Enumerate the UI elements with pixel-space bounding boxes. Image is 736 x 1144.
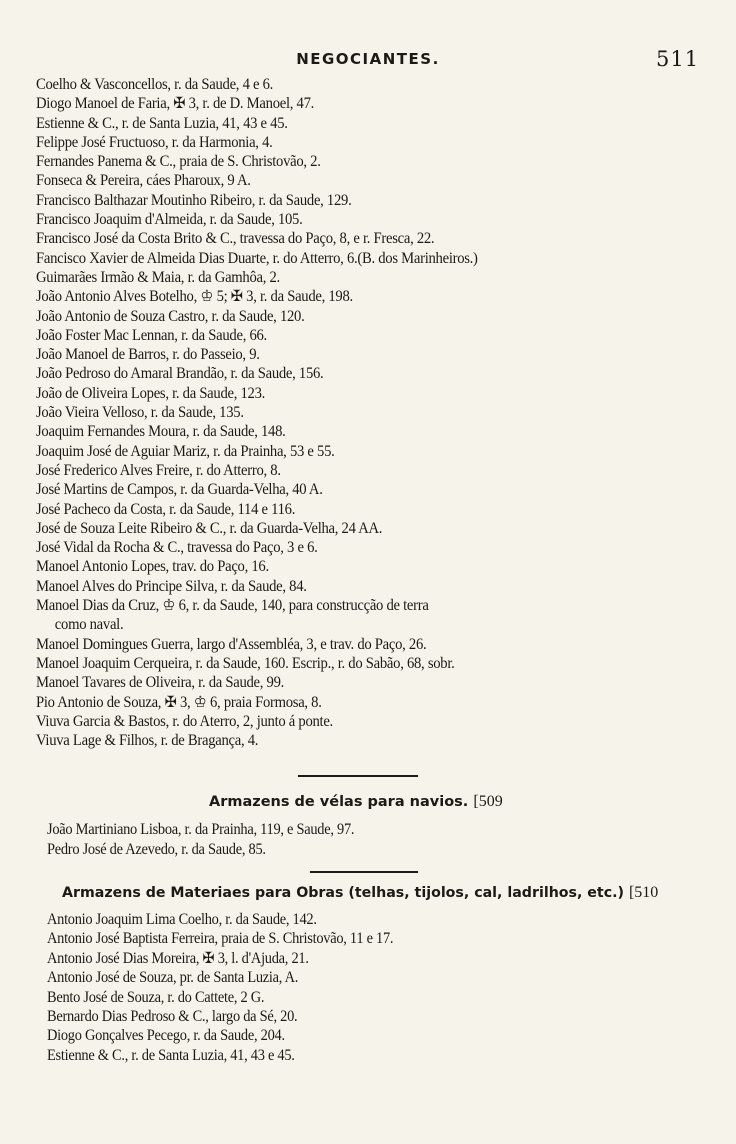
list-item: Francisco José da Costa Brito & C., travessa do Paço, 8, e r. Fresca, 22. <box>36 230 435 248</box>
list-item: Estienne & C., r. de Santa Luzia, 41, 43 e 45. <box>47 1046 295 1064</box>
list-item: Joaquim Fernandes Moura, r. da Saude, 148. <box>36 423 286 441</box>
list-item: Francisco Joaquim d'Almeida, r. da Saude, 105. <box>36 211 303 229</box>
list-item: Bento José de Souza, r. do Cattete, 2 G. <box>47 988 265 1006</box>
list-item: João Manoel de Barros, r. do Passeio, 9. <box>36 346 260 364</box>
list-item: João Foster Mac Lennan, r. da Saude, 66. <box>36 326 267 344</box>
velas-list <box>47 820 736 859</box>
section-divider <box>310 871 418 873</box>
list-item: Fonseca & Pereira, cáes Pharoux, 9 A. <box>36 172 251 190</box>
section-ref-velas: [509 <box>473 793 503 810</box>
list-item: José Pacheco da Costa, r. da Saude, 114 e 116. <box>36 500 296 518</box>
list-item: Manoel Dias da Cruz, ♔ 6, r. da Saude, 140, para construcção de terra <box>36 597 429 615</box>
list-item: João de Oliveira Lopes, r. da Saude, 123. <box>36 384 266 402</box>
page-header <box>0 47 736 74</box>
list-item: Antonio José de Souza, pr. de Santa Luzia, A. <box>47 969 299 987</box>
section-divider <box>298 775 418 777</box>
section-heading-materiaes <box>62 884 658 902</box>
list-item: Bernardo Dias Pedroso & C., largo da Sé, 20. <box>47 1008 298 1026</box>
list-item: Fancisco Xavier de Almeida Dias Duarte, r. do Atterro, 6.(B. dos Marinheiros.) <box>36 249 478 267</box>
list-item: Antonio Joaquim Lima Coelho, r. da Saude, 142. <box>47 911 317 928</box>
list-item: Antonio José Baptista Ferreira, praia de S. Christovão, 11 e 17. <box>47 930 394 948</box>
negociantes-list <box>36 75 736 750</box>
list-item: João Antonio Alves Botelho, ♔ 5; ✠ 3, r. da Saude, 198. <box>36 288 353 306</box>
list-item: Manoel Domingues Guerra, largo d'Assembléa, 3, e trav. do Paço, 26. <box>36 635 427 653</box>
list-item: Pedro José de Azevedo, r. da Saude, 85. <box>47 840 266 858</box>
list-item: Viuva Garcia & Bastos, r. do Aterro, 2, junto á ponte. <box>36 712 333 730</box>
section-heading-velas-text: Armazens de vélas para navios. <box>209 794 469 810</box>
list-item: Guimarães Irmão & Maia, r. da Gamhôa, 2. <box>36 268 280 286</box>
list-item: Pio Antonio de Souza, ✠ 3, ♔ 6, praia Formosa, 8. <box>36 693 322 711</box>
list-item: Diogo Manoel de Faria, ✠ 3, r. de D. Manoel, 47. <box>36 95 315 113</box>
list-item: João Vieira Velloso, r. da Saude, 135. <box>36 404 244 422</box>
list-item: Coelho & Vasconcellos, r. da Saude, 4 e 6. <box>36 76 274 93</box>
list-item: José Martins de Campos, r. da Guarda-Velha, 40 A. <box>36 481 323 499</box>
list-item: Manoel Tavares de Oliveira, r. da Saude, 99. <box>36 674 285 692</box>
list-item: Joaquim José de Aguiar Mariz, r. da Prainha, 53 e 55. <box>36 442 335 460</box>
list-item: Manoel Alves do Principe Silva, r. da Saude, 84. <box>36 577 307 595</box>
list-item: Manoel Antonio Lopes, trav. do Paço, 16. <box>36 558 269 576</box>
list-item: José Vidal da Rocha & C., travessa do Paço, 3 e 6. <box>36 539 318 557</box>
list-item: Diogo Gonçalves Pecego, r. da Saude, 204. <box>47 1027 285 1045</box>
section-ref-materiaes: [510 <box>628 884 659 901</box>
list-item: Antonio José Dias Moreira, ✠ 3, l. d'Ajuda, 21. <box>47 949 309 967</box>
list-item: Francisco Balthazar Moutinho Ribeiro, r. da Saude, 129. <box>36 191 352 209</box>
list-item: João Antonio de Souza Castro, r. da Saude, 120. <box>36 307 305 325</box>
list-item: José Frederico Alves Freire, r. do Atterro, 8. <box>36 461 281 479</box>
list-item: João Pedroso do Amaral Brandão, r. da Saude, 156. <box>36 365 324 383</box>
page-title: NEGOCIANTES. <box>296 50 440 68</box>
list-item: Manoel Joaquim Cerqueira, r. da Saude, 160. Escrip., r. do Sabão, 68, sobr. <box>36 654 455 672</box>
page-number: 511 <box>656 47 700 71</box>
list-item: como naval. <box>54 616 124 634</box>
list-item: Viuva Lage & Filhos, r. de Bragança, 4. <box>36 732 259 750</box>
section-heading-materiaes-text: Armazens de Materiaes para Obras (telhas, tijolos, cal, ladrilhos, etc.) <box>62 885 624 901</box>
list-item: Estienne & C., r. de Santa Luzia, 41, 43 e 45. <box>36 114 288 132</box>
list-item: João Martiniano Lisboa, r. da Prainha, 119, e Saude, 97. <box>47 821 355 838</box>
section-heading-velas <box>209 793 503 811</box>
list-item: José de Souza Leite Ribeiro & C., r. da Guarda-Velha, 24 AA. <box>36 519 383 537</box>
list-item: Felippe José Fructuoso, r. da Harmonia, 4. <box>36 133 273 151</box>
list-item: Fernandes Panema & C., praia de S. Christovão, 2. <box>36 153 321 171</box>
materiaes-list <box>47 910 736 1065</box>
